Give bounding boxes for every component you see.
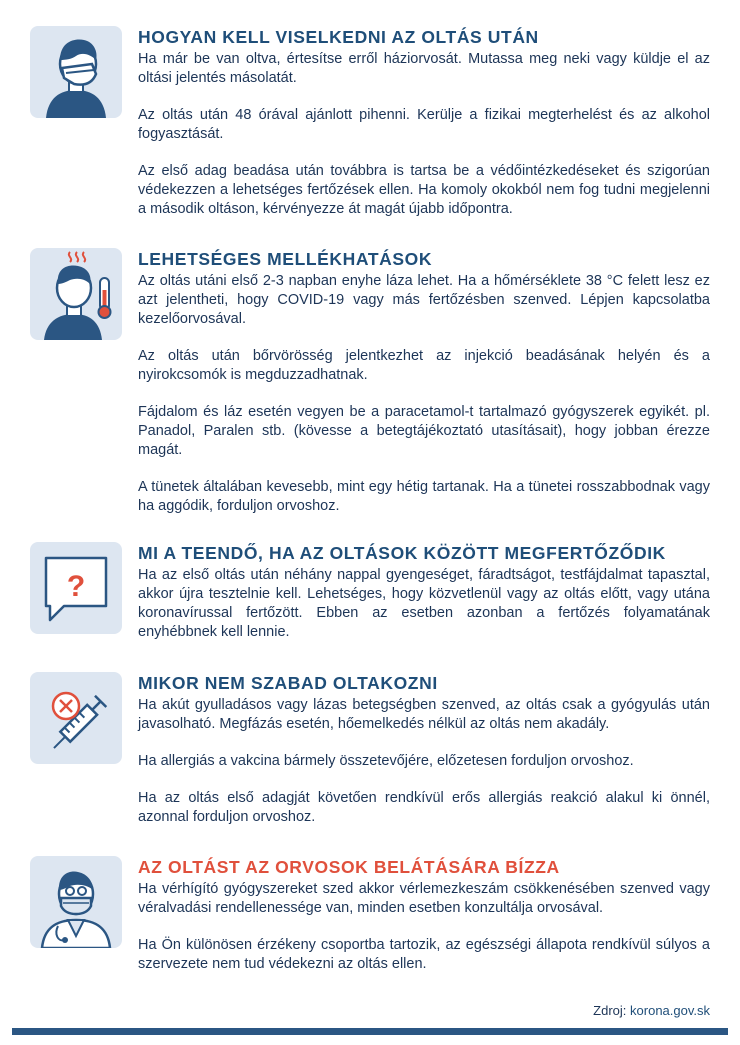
paragraph: Az oltás után 48 órával ajánlott pihenni. Kerülje a fizikai megterhelést és az alkohol fogyasztását. (138, 107, 710, 142)
bottom-bar (12, 1028, 728, 1035)
section-title: MIKOR NEM SZABAD OLTAKOZNI (138, 673, 438, 693)
section-title: HOGYAN KELL VISELKEDNI AZ OLTÁS UTÁN (138, 27, 539, 47)
paragraph: Ha Ön különösen érzékeny csoportba tartozik, az egészségi állapota rendkívül súlyos a szervezete nem tud védekezni az oltás ellen. (138, 937, 710, 972)
question-bubble-icon (30, 542, 122, 634)
source-label: Zdroj: (593, 1003, 627, 1018)
paragraph: A tünetek általában kevesebb, mint egy hétig tartanak. Ha a tünetei rosszabbodnak vagy ha aggódik, forduljon orvoshoz. (138, 479, 710, 514)
svg-text:?: ? (66, 570, 86, 603)
masked-person-icon (30, 26, 122, 118)
paragraph: Ha akút gyulladásos vagy lázas betegségben szenved, az oltás csak a gyógyulás után javasolható. Megfázás esetén, hőemelkedés nélkül az oltás nem akadály. (138, 697, 710, 732)
paragraph: Ha vérhígító gyógyszereket szed akkor vérlemezkeszám csökkenésében szenved vagy véralvadási rendellenessége van, minden esetben konzultálja orvosával. (138, 881, 710, 916)
paragraph: Az oltás utáni első 2-3 napban enyhe láza lehet. Ha a hőmérséklete 38 °C felett lesz ez azt jelentheti, hogy COVID-19 vagy más fertőzésben szenved. Lépjen kapcsolatba kezelőorvosával. (138, 273, 710, 327)
paragraph: Ha allergiás a vakcina bármely összetevőjére, előzetesen forduljon orvoshoz. (138, 753, 634, 769)
paragraph: Ha az oltás első adagját követően rendkívül erős allergiás reakció alakul ki önnél, azonnal forduljon orvoshoz. (138, 790, 710, 825)
section-title: AZ OLTÁST AZ ORVOSOK BELÁTÁSÁRA BÍZZA (138, 857, 560, 877)
doctor-icon (30, 856, 122, 948)
paragraph: Fájdalom és láz esetén vegyen be a paracetamol-t tartalmazó gyógyszerek egyikét. pl. Panadol, Paralen stb. (kövesse a betegtájékoztató utasításait), hogy jobban érezze magát. (138, 404, 710, 458)
source-link[interactable]: korona.gov.sk (630, 1003, 710, 1018)
section-title: MI A TEENDŐ, HA AZ OLTÁSOK KÖZÖTT MEGFERTŐZŐDIK (138, 543, 666, 563)
paragraph: Ha az első oltás után néhány nappal gyengeséget, fáradtságot, testfájdalmat tapasztal, akkor újra tesztelnie kell. Lehetséges, hogy közvetlenül vagy az oltás előtt, vagy utána koronavírussal fertőzött. Ebben az esetben azonban a fertőzés folyamatának enyhébbnek kell lennie. (138, 567, 710, 640)
no-syringe-icon (30, 672, 122, 764)
paragraph: Az első adag beadása után továbbra is tartsa be a védőintézkedéseket és szigorúan védekezzen a lehetséges fertőzések ellen. Ha komoly okokból nem fog tudni megjelenni a második oltáson, kérvényezze át magát újabb időpontra. (138, 163, 710, 217)
fever-thermometer-icon (30, 248, 122, 340)
section-title: LEHETSÉGES MELLÉKHATÁSOK (138, 249, 433, 269)
paragraph: Az oltás után bőrvörösség jelentkezhet az injekció beadásának helyén és a nyirokcsomók is megduzzadhatnak. (138, 348, 710, 383)
paragraph: Ha már be van oltva, értesítse erről háziorvosát. Mutassa meg neki vagy küldje el az oltási jelentés másolatát. (138, 51, 710, 86)
source-credit (593, 1003, 710, 1018)
